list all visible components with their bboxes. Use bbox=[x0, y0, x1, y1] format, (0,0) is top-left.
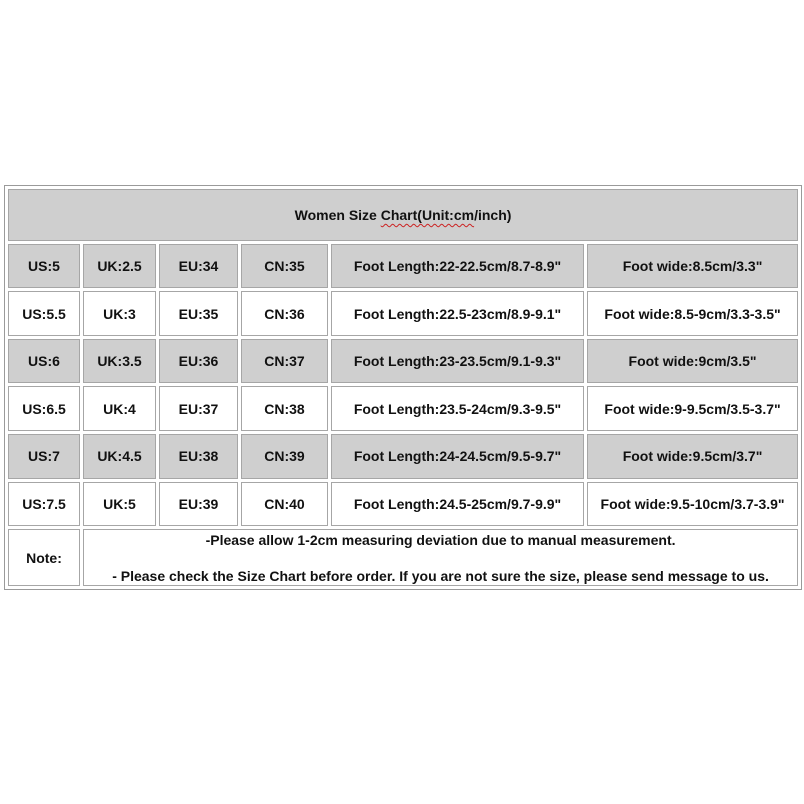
foot-wide-cell: Foot wide:9cm/3.5" bbox=[587, 339, 798, 384]
chart-title-prefix: Women Size bbox=[294, 206, 381, 223]
us-size-cell: US:7.5 bbox=[8, 482, 80, 527]
eu-size-cell: EU:37 bbox=[159, 386, 238, 431]
chart-title-underlined: Chart(Unit:cm bbox=[380, 206, 475, 223]
us-size-cell: US:5 bbox=[8, 244, 80, 289]
size-row-2 bbox=[8, 291, 798, 336]
uk-size-cell: UK:4.5 bbox=[83, 434, 156, 479]
foot-length-cell: Foot Length:23-23.5cm/9.1-9.3" bbox=[331, 339, 584, 384]
us-size-cell: US:6 bbox=[8, 339, 80, 384]
size-row-6 bbox=[8, 482, 798, 527]
foot-wide-cell: Foot wide:9.5cm/3.7" bbox=[587, 434, 798, 479]
eu-size-cell: EU:38 bbox=[159, 434, 238, 479]
note-label: Note: bbox=[8, 529, 80, 586]
cn-size-cell: CN:39 bbox=[241, 434, 328, 479]
foot-wide-cell: Foot wide:8.5-9cm/3.3-3.5" bbox=[587, 291, 798, 336]
uk-size-cell: UK:3 bbox=[83, 291, 156, 336]
title-row bbox=[8, 189, 798, 241]
foot-wide-cell: Foot wide:9.5-10cm/3.7-3.9" bbox=[587, 482, 798, 527]
eu-size-cell: EU:39 bbox=[159, 482, 238, 527]
eu-size-cell: EU:36 bbox=[159, 339, 238, 384]
us-size-cell: US:6.5 bbox=[8, 386, 80, 431]
foot-length-cell: Foot Length:23.5-24cm/9.3-9.5" bbox=[331, 386, 584, 431]
note-text bbox=[83, 529, 798, 586]
foot-length-cell: Foot Length:24-24.5cm/9.5-9.7" bbox=[331, 434, 584, 479]
us-size-cell: US:5.5 bbox=[8, 291, 80, 336]
eu-size-cell: EU:35 bbox=[159, 291, 238, 336]
cn-size-cell: CN:36 bbox=[241, 291, 328, 336]
uk-size-cell: UK:5 bbox=[83, 482, 156, 527]
size-row-3 bbox=[8, 339, 798, 384]
cn-size-cell: CN:38 bbox=[241, 386, 328, 431]
note-row bbox=[8, 529, 798, 586]
foot-length-cell: Foot Length:22-22.5cm/8.7-8.9" bbox=[331, 244, 584, 289]
size-chart-table bbox=[4, 185, 802, 590]
size-row-1 bbox=[8, 244, 798, 289]
foot-wide-cell: Foot wide:8.5cm/3.3" bbox=[587, 244, 798, 289]
foot-length-cell: Foot Length:24.5-25cm/9.7-9.9" bbox=[331, 482, 584, 527]
cn-size-cell: CN:40 bbox=[241, 482, 328, 527]
eu-size-cell: EU:34 bbox=[159, 244, 238, 289]
us-size-cell: US:7 bbox=[8, 434, 80, 479]
foot-length-cell: Foot Length:22.5-23cm/8.9-9.1" bbox=[331, 291, 584, 336]
uk-size-cell: UK:4 bbox=[83, 386, 156, 431]
chart-title bbox=[8, 189, 798, 241]
uk-size-cell: UK:3.5 bbox=[83, 339, 156, 384]
chart-title-suffix: /inch) bbox=[474, 206, 512, 223]
size-row-5 bbox=[8, 434, 798, 479]
cn-size-cell: CN:35 bbox=[241, 244, 328, 289]
note-line-1: -Please allow 1-2cm measuring deviation due to manual measurement. bbox=[205, 531, 676, 548]
foot-wide-cell: Foot wide:9-9.5cm/3.5-3.7" bbox=[587, 386, 798, 431]
note-line-2: - Please check the Size Chart before order. If you are not sure the size, please send message to us. bbox=[112, 567, 769, 584]
uk-size-cell: UK:2.5 bbox=[83, 244, 156, 289]
cn-size-cell: CN:37 bbox=[241, 339, 328, 384]
size-row-4 bbox=[8, 386, 798, 431]
